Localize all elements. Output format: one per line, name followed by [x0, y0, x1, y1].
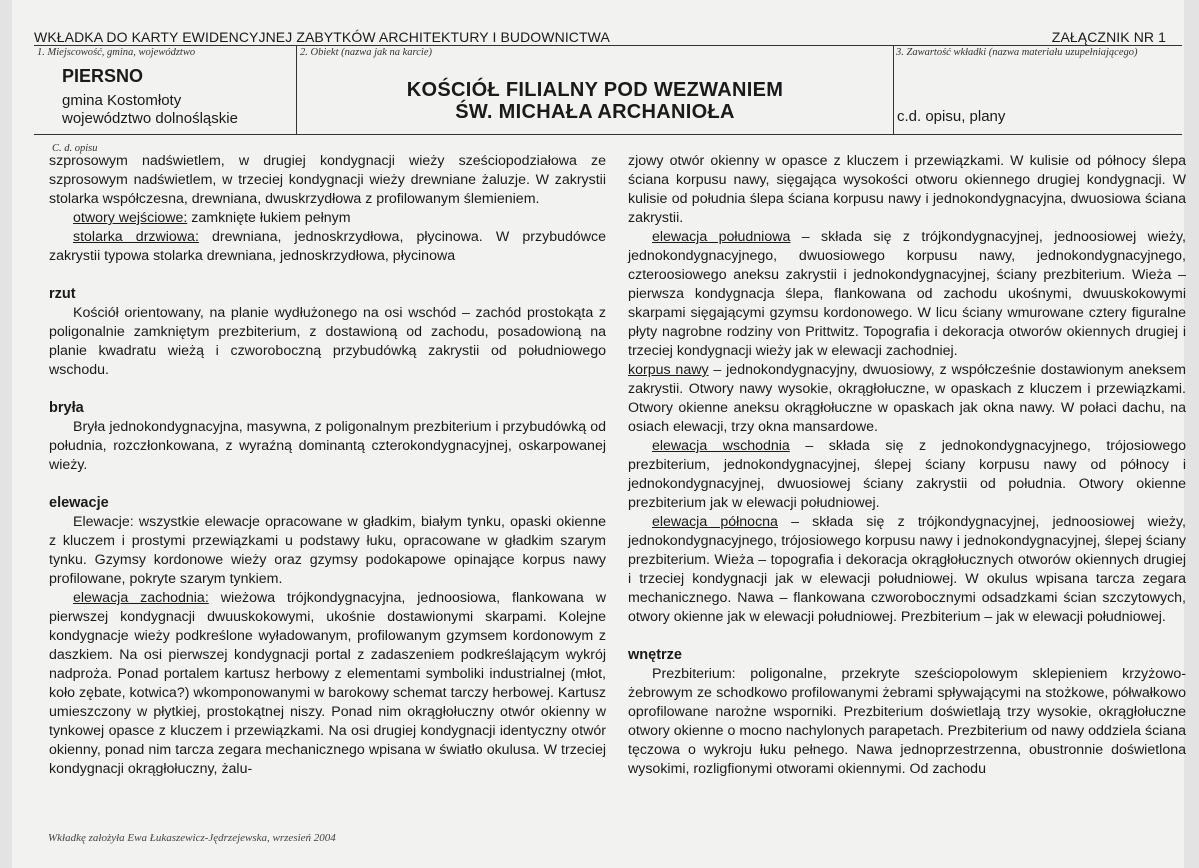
content-label: 3. Zawartość wkładki (nazwa materiału uzupełniającego) [896, 47, 1138, 58]
paragraph-north-elevation: elewacja północna – składa się z trójkondygnacyjnej, jednoosiowej wieży, jednokondygnacyjnego, trójosiowego korpusu nawy i jednokondygnacyjnej, ślepej ściany prezbiterium. Wieża – topografia i dekoracja okrągłołucznych otworów okiennych drugiej i trzeciej kondygnacji jak w elewacji południowej. W okulus wpisana tarcza zegara mechanicznego. Nawa – flankowana czworobocznymi odsadzkami ścian szczytowych, otwory okienne jak w elewacji południowej. Prezbiterium – jak w elewacji południowej. [628, 514, 1186, 625]
document-page [12, 0, 1184, 868]
voivodeship-name: województwo dolnośląskie [62, 110, 238, 127]
label-nave-body: korpus nawy [628, 362, 709, 378]
paragraph-south-elevation: elewacja południowa – składa się z trójkondygnacyjnej, jednoosiowej wieży, jednokondygnacyjnego, dwuosiowego korpusu nawy, jednokondygnacyjnego, czteroosiowego aneksu zakrystii i jednokondygnacyjnej, ściany prezbiterium. Wieża – pierwsza kondygnacja ślepa, flankowana od zachodu ukośnymi, dwuuskokowymi skarpami sięgającymi gzymsu kordonowego. W licu ściany wmurowane cztery figuralne płyty nagrobne rodziny von Prittwitz. Topografia i dekoracja otworów okiennych drugiej i trzeciej kondygnacji wieży jak w elewacji zachodniej. [628, 229, 1186, 359]
label-east-elevation: elewacja wschodnia [652, 438, 790, 454]
object-label: 2. Obiekt (nazwa jak na karcie) [300, 47, 432, 58]
label-north-elevation: elewacja północna [652, 514, 778, 530]
paragraph-bryla: Bryła jednokondygnacyjna, masywna, z poligonalnym prezbiterium i przybudówką od południa, rozczłonkowana, z wyraźną dominantą czterokondygnacyjnej, oskarpowanej wieży. [49, 419, 606, 473]
location-cell [34, 46, 296, 134]
paragraph-tower-window: zjowy otwór okienny w opasce z kluczem i przewiązkami. W kulisie od północy ślepa ściana korpusu nawy, sięgająca wysokości otworu okiennego drugiej kondygnacji. W kulisie od południa ślepa ściana korpusu nawy i jednokondygnacyjna, dwuosiowa ściana zakrystii. [628, 153, 1186, 226]
place-name: PIERSNO [62, 66, 144, 86]
paragraph-door-joinery: stolarka drzwiowa: drewniana, jednoskrzydłowa, płycinowa. W przybudówce zakrystii typowa stolarka drewniana, jednoskrzydłowa, płycinowa [49, 229, 606, 264]
paragraph-rzut: Kościół orientowany, na planie wydłużonego na osi wschód – zachód prostokąta z poligonalnie zamkniętym prezbiterium, z dostawioną od zachodu, posadowioną na planie kwadratu wieżą i czworoboczną przybudówką zakrystii od południowego wschodu. [49, 305, 606, 378]
heading-bryla: bryła [49, 400, 84, 416]
paragraph-west-elevation: elewacja zachodnia: wieżowa trójkondygnacyjna, jednoosiowa, flankowana w pierwszej kondygnacji dwuuskokowymi, ukośnie dostawionymi skarpami. Kolejne kondygnacje wieży podkreślone wyładowanym, profilowanym gzymsem kordonowym z daszkiem. Na osi pierwszej kondygnacji portal z zadaszeniem podkreślającym wykrój nadproża. Ponad portalem kartusz herbowy z elementami symboliki industrialnej (młot, koło zębate, kotwica?) wkomponowanymi w barokowy schemat tarczy herbowej. Kartusz umieszczony w płytkiej, prostokątnej niszy. Ponad nim okrągłołuczny otwór okienny w tynkowej opasce z kluczem i przewiązkami. Na osi drugiej kondygnacji identyczny otwór okienny, ponad nim tarcza zegara mechanicznego wpisana w światło okulusa. W trzeciej kondygnacji okrągłołuczny, żalu- [49, 590, 606, 777]
left-column [49, 152, 606, 779]
paragraph-wnetrze: Prezbiterium: poligonalne, przekryte sześciopolowym sklepieniem krzyżowo-żebrowym ze schodkowo profilowanymi żebrami spływającymi na stożkowe, półwałkowo oprofilowane narożne wsporniki. Prezbiterium doświetlają trzy wysokie, okrągłołuczne otwory okienne o mocno nachylonych parapetach. Prezbiterium od nawy oddziela ściana tęczowa o wykroju łuku pełnego. Nawa jednoprzestrzenna, obustronnie doświetlona wysokimi, rozligfionymi otworami okiennymi. Od zachodu [628, 666, 1186, 777]
heading-wnetrze: wnętrze [628, 647, 682, 663]
footer-note: Wkładkę założyła Ewa Łukaszewicz-Jędrzejewska, wrzesień 2004 [48, 832, 336, 844]
heading-rzut: rzut [49, 286, 76, 302]
label-west-elevation: elewacja zachodnia: [73, 590, 209, 606]
label-south-elevation: elewacja południowa [652, 229, 791, 245]
continuation-label: C. d. opisu [52, 143, 98, 154]
paragraph-entrances: otwory wejściowe: zamknięte łukiem pełnym [73, 210, 351, 226]
paragraph-windows: szprosowym nadświetlem, w drugiej kondygnacji wieży sześciopodziałowa ze szprosowym nadświetlem, w trzeciej kondygnacji wieży drewniane żaluzje. W zakrystii stolarka współczesna, drewniana, dwuskrzydłowa z profilowanym ślemieniem. [49, 153, 606, 207]
right-column [628, 152, 1186, 779]
form-title-bar [34, 29, 1182, 45]
content-cell [893, 46, 1182, 134]
content-value: c.d. opisu, plany [897, 108, 1006, 125]
object-name-line2: ŚW. MICHAŁA ARCHANIOŁA [455, 101, 735, 123]
object-cell [296, 46, 894, 134]
gmina-name: gmina Kostomłoty [62, 92, 182, 109]
label-entrances: otwory wejściowe: [73, 210, 188, 226]
attachment-number: ZAŁĄCZNIK NR 1 [1051, 29, 1166, 45]
paragraph-nave-body: korpus nawy – jednokondygnacyjny, dwuosiowy, z współcześnie dostawionym aneksem zakrystii. Otwory nawy wysokie, okrągłołuczne, w opaskach z kluczem i przewiązkami. Otwory okienne aneksu okrągłołuczne w opaskach jak okna nawy. W połaci dachu, na osiach elewacji, trzy okna mansardowe. [628, 362, 1186, 435]
location-label: 1. Miejscowość, gmina, województwo [37, 47, 196, 58]
paragraph-east-elevation: elewacja wschodnia – składa się z jednokondygnacyjnego, trójosiowego prezbiterium, jednokondygnacyjnej, ślepej ściany korpusu nawy od północy i jednokondygnacyjnej, dwuosiowej ściany zakrystii od południa. Otwory okienne prezbiterium jak w elewacji południowej. [628, 438, 1186, 511]
paragraph-elewacje: Elewacje: wszystkie elewacje opracowane w gładkim, białym tynku, opaski okienne z kluczem i prostymi przewiązkami u podstawy łuku, opracowane w gładkim szarym tynku. Gzymsy kordonowe wieży oraz gzymsy podokapowe opinające korpus nawy profilowane, pokryte szarym tynkiem. [49, 514, 606, 587]
header-table [34, 45, 1182, 135]
heading-elewacje: elewacje [49, 495, 109, 511]
object-name-line1: KOŚCIÓŁ FILIALNY POD WEZWANIEM [406, 79, 784, 101]
label-door-joinery: stolarka drzwiowa: [73, 229, 199, 245]
form-title: WKŁADKA DO KARTY EWIDENCYJNEJ ZABYTKÓW ARCHITEKTURY I BUDOWNICTWA [34, 29, 610, 45]
